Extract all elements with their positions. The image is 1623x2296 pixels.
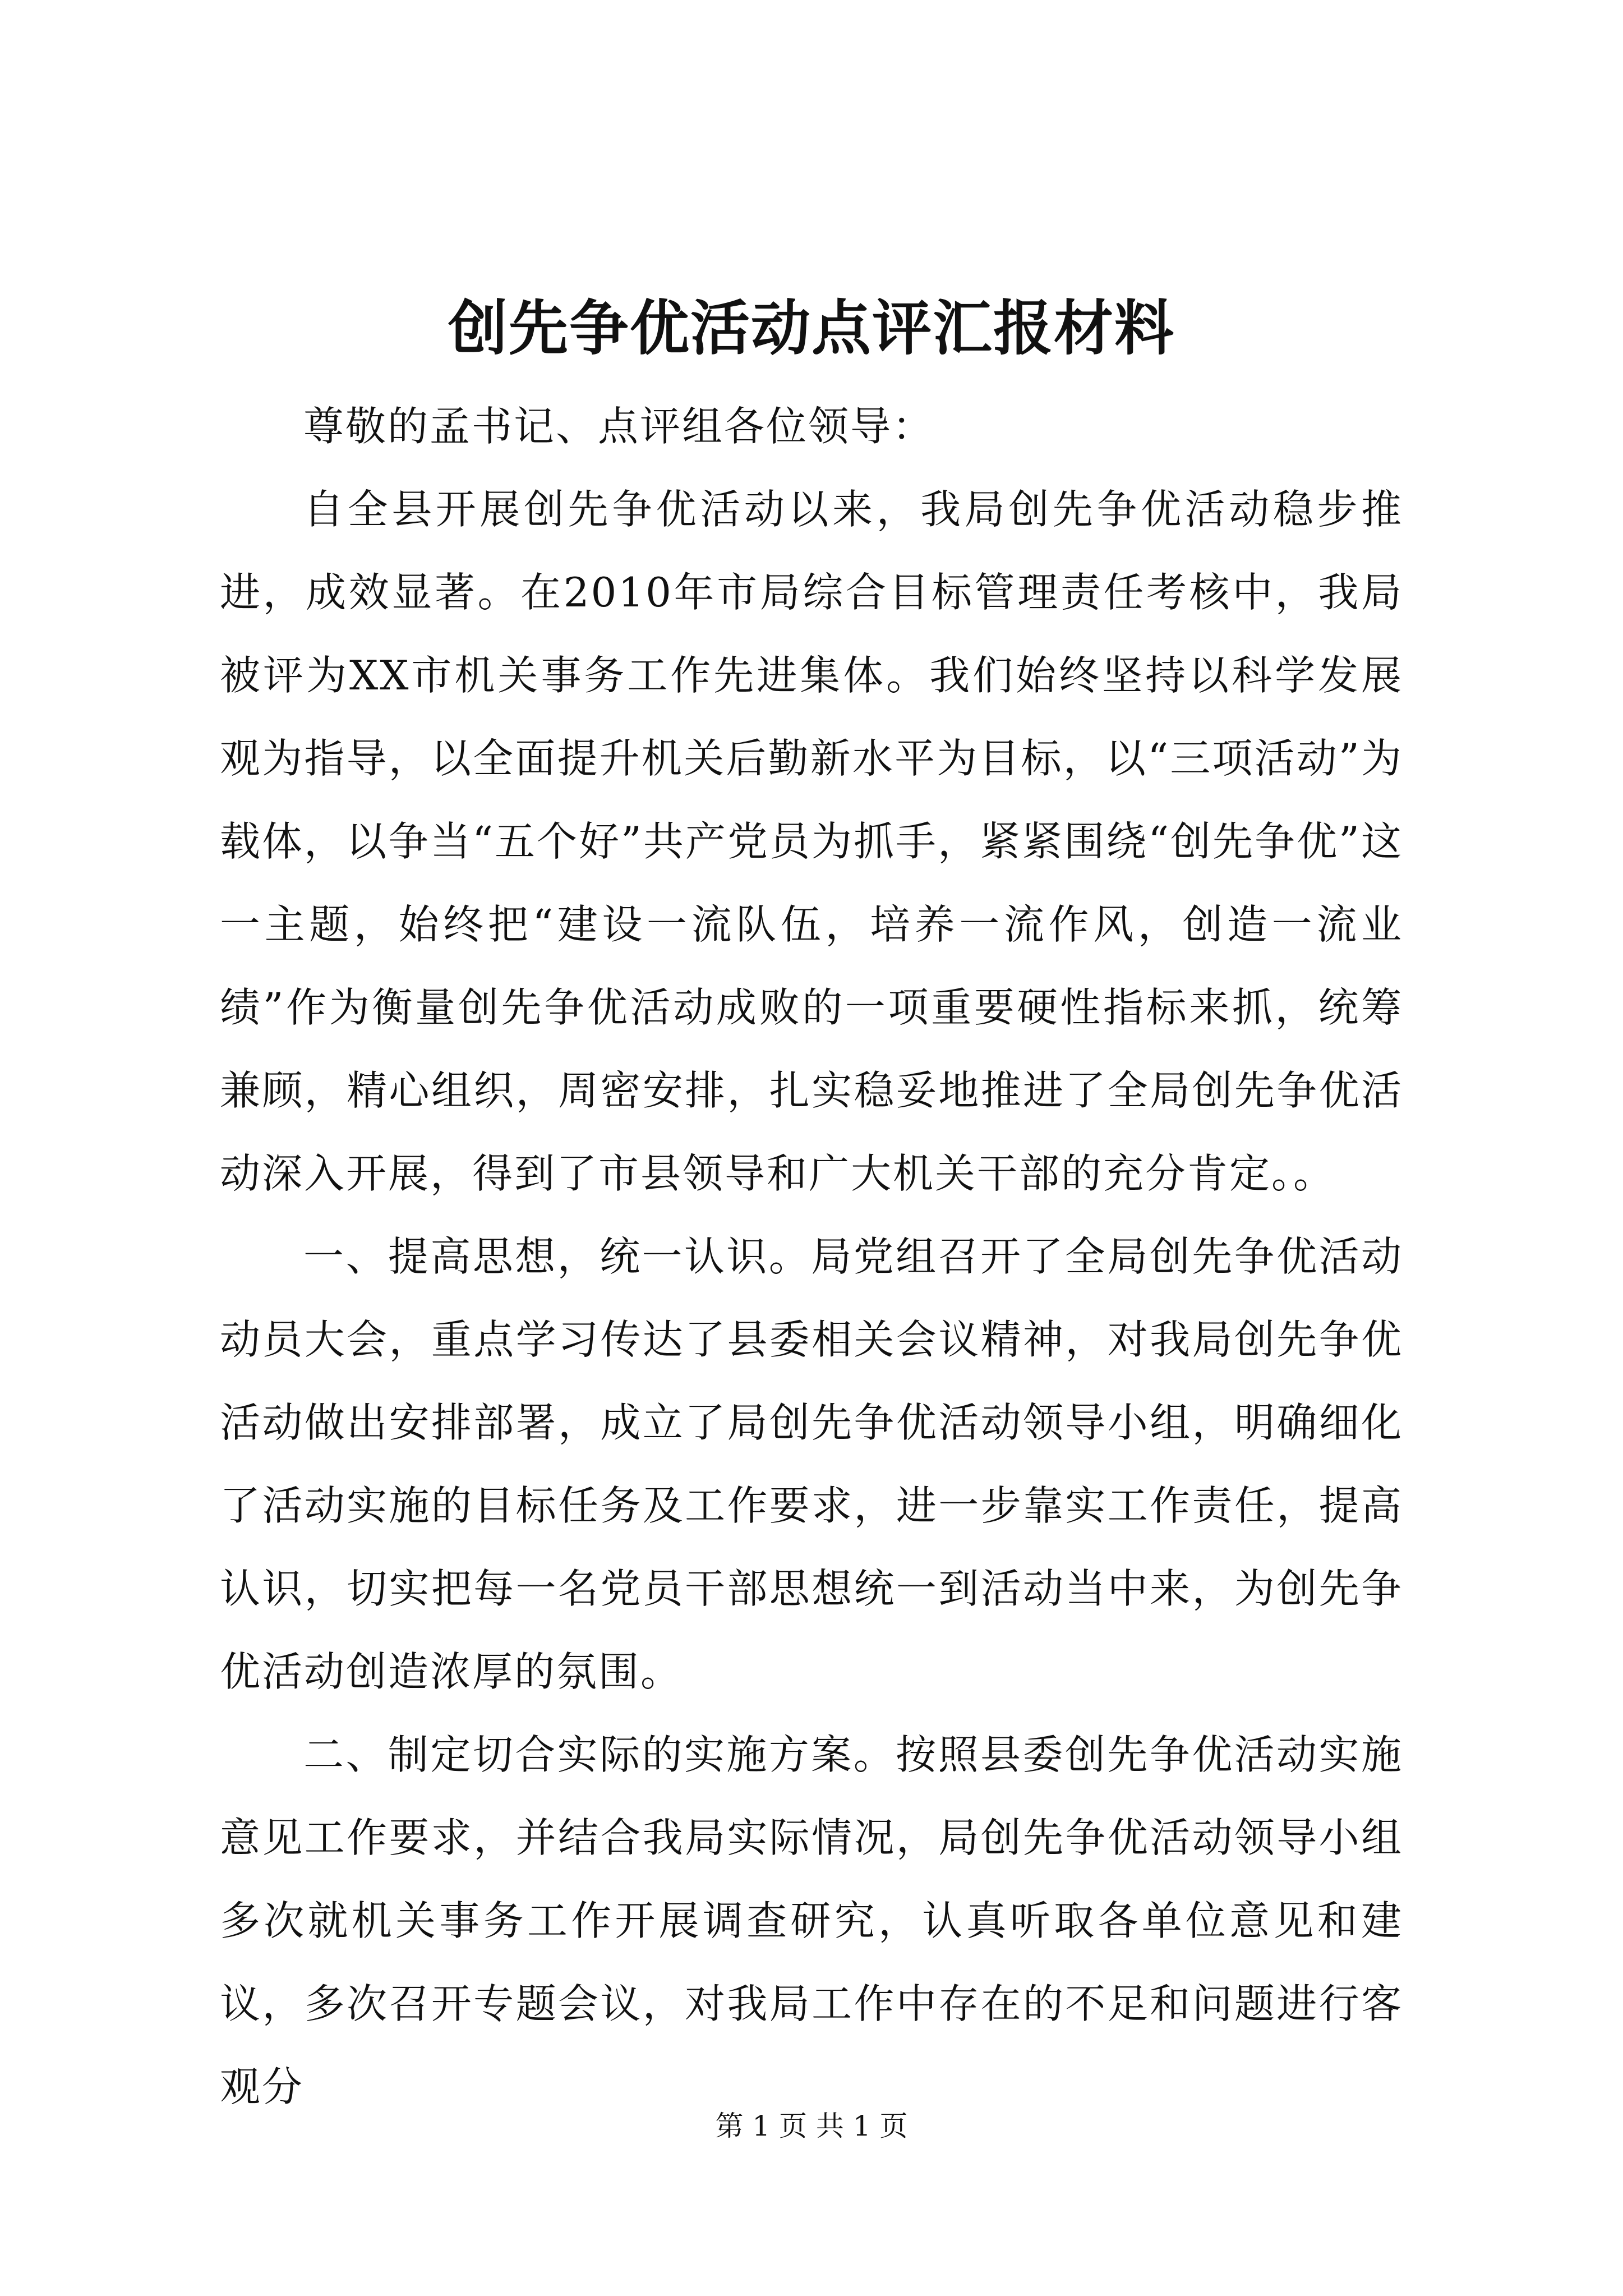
document-title: 创先争优活动点评汇报材料 — [448, 293, 1175, 363]
paragraph-section-1: 一、提高思想，统一认识。局党组召开了全局创先争优活动动员大会，重点学习传达了县委相关会议精神，对我局创先争优活动做出安排部署，成立了局创先争优活动领导小组，明确细化了活动实施的目标任务及工作要求，进一步靠实工作责任，提高认识，切实把每一名党员干部思想统一到活动当中来，为创先争优活动创造浓厚的氛围。 — [220, 1233, 1403, 1695]
page-footer: 第 1 页 共 1 页 — [715, 2110, 908, 2142]
document-body — [220, 385, 1403, 2128]
salutation: 尊敬的孟书记、点评组各位领导： — [303, 403, 935, 450]
paragraph-section-2: 二、制定切合实际的实施方案。按照县委创先争优活动实施意见工作要求，并结合我局实际情况，局创先争优活动领导小组多次就机关事务工作开展调查研究，认真听取各单位意见和建议，多次召开专题会议，对我局工作中存在的不足和问题进行客观分 — [220, 1731, 1403, 2110]
paragraph-intro: 自全县开展创先争优活动以来，我局创先争优活动稳步推进，成效显著。在2010年市局综合目标管理责任考核中，我局被评为XX市机关事务工作先进集体。我们始终坚持以科学发展观为指导，以全面提升机关后勤新水平为目标，以“三项活动”为载体，以争当“五个好”共产党员为抓手，紧紧围绕“创先争优”这一主题，始终把“建设一流队伍，培养一流作风，创造一流业绩”作为衡量创先争优活动成败的一项重要硬性指标来抓，统筹兼顾，精心组织，周密安排，扎实稳妥地推进了全局创先争优活动深入开展，得到了市县领导和广大机关干部的充分肯定。。 — [220, 486, 1403, 1197]
